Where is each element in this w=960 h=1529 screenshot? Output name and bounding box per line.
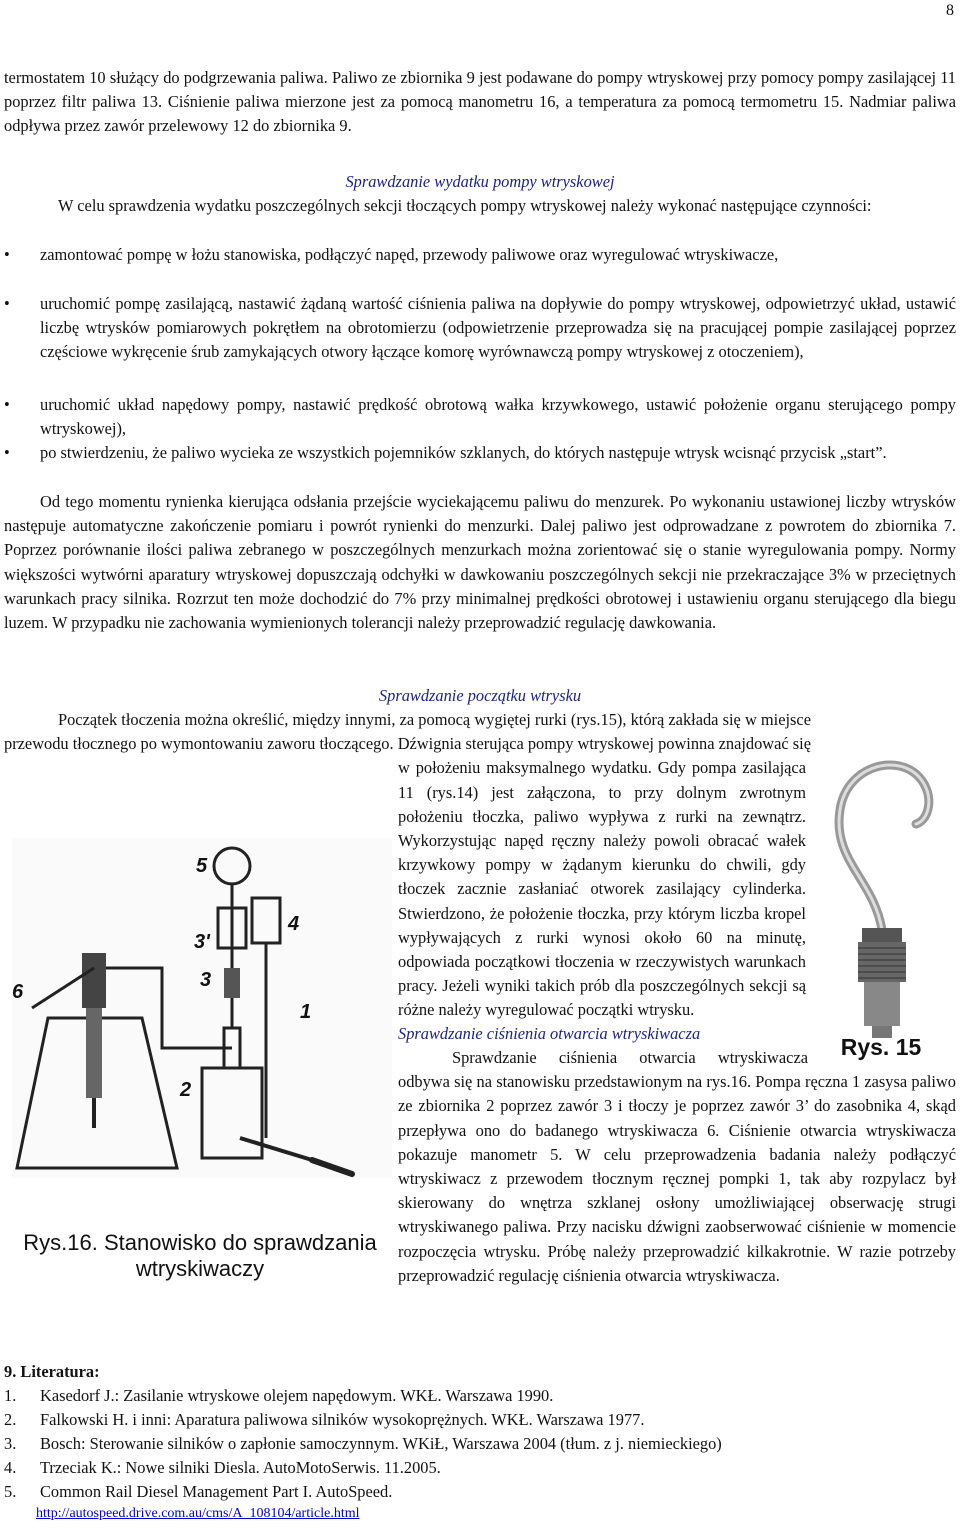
fig16-label-6: 6 (12, 981, 24, 1003)
bullet-item: • po stwierdzeniu, że paliwo wycieka ze wszystkich pojemników szklanych, do których następuje wtrysk wcisnąć przycisk „start”. (40, 441, 956, 465)
section-title-opening-pressure: Sprawdzanie ciśnienia otwarcia wtryskiwacza (398, 1024, 701, 1043)
literature-url-link[interactable]: http://autospeed.drive.com.au/cms/A_108104/article.html (36, 1506, 360, 1521)
literature-item: 5. Common Rail Diesel Management Part I. AutoSpeed. (4, 1482, 393, 1501)
figure-16-caption-line2: wtryskiwaczy (135, 1256, 265, 1281)
literature-item: 4. Trzeciak K.: Nowe silniki Diesla. AutoMotoSerwis. 11.2005. (4, 1458, 441, 1477)
figure-16-caption-line1: Rys.16. Stanowisko do sprawdzania (23, 1230, 377, 1255)
fig16-label-5: 5 (196, 855, 208, 877)
bullet-icon: • (4, 294, 10, 313)
literature-item: 1. Kasedorf J.: Zasilanie wtryskowe olejem napędowym. WKŁ. Warszawa 1990. (4, 1386, 554, 1405)
bullet-item: • uruchomić układ napędowy pompy, nastawić prędkość obrotową wałka krzywkowego, ustawić położenie organu sterującego pompy wtryskowej), (4, 395, 956, 439)
figure-15-bent-tube (812, 740, 952, 1060)
fig16-label-3prime: 3' (194, 931, 210, 953)
figure-16-test-stand (12, 838, 392, 1258)
figure-15-caption: Rys. 15 (840, 1034, 922, 1060)
section1-lead: W celu sprawdzenia wydatku poszczególnych sekcji tłoczących pompy wtryskowej należy wykonać następujące czynności: (58, 196, 872, 215)
fig16-label-2: 2 (180, 1079, 192, 1101)
intro-paragraph: termostatem 10 służący do podgrzewania paliwa. Paliwo ze zbiornika 9 jest podawane do pompy wtryskowej przy pomocy pompy zasilającej 11 poprzez filtr paliwa 13. Ciśnienie paliwa mierzone jest za pomocą manometru 16, a temperatura za pomocą termometru 15. Nadmiar paliwa odpływa przez zawór przelewowy 12 do zbiornika 9. (4, 68, 956, 136)
fig16-label-3: 3 (200, 969, 212, 991)
section2-paragraph: Początek tłoczenia można określić, między innymi, za pomocą wygiętej rurki (rys.15), którą zakłada się w miejsce przewodu tłocznego po wymontowaniu zaworu tłoczącego. Dźwignia sterująca pompy wtryskowej powinna znajdować się w położeniu maksymalnego wydatku. Gdy pompa zasilająca 11 (rys.14) jest załączona, to przy dolnym zwrotnym położeniu tłoczka, paliwo wypływa z rurki na zewnątrz. Wykorzystując napęd ręczny należy powoli obracać wałek krzywkowy pompy w żądanym kierunku do chwili, gdy tłoczek zacznie zasłaniać otworek zasilający cylinderka. Stwierdzono, że położenie tłoczka, przy którym liczba kropel wypływających z rurki wynosi około 60 na minutę, odpowiada początkowi tłoczenia w rzeczywistych warunkach pracy. Jeżeli wyniki takich prób dla poszczególnych sekcji są różne należy wyregulować początki wtrysku. (4, 708, 956, 1018)
bent-tube-drawing (812, 740, 952, 1060)
test-stand-drawing (12, 838, 392, 1258)
literature-heading: 9. Literatura: (4, 1362, 100, 1381)
bullet-icon: • (4, 395, 10, 414)
figure-16-caption (10, 1230, 390, 1282)
page-number: 8 (946, 2, 954, 19)
literature-item: 3. Bosch: Sterowanie silników o zapłonie samoczynnym. WKiŁ, Warszawa 2004 (tłum. z j. niemieckiego) (4, 1434, 722, 1453)
section-title-injection-start: Sprawdzanie początku wtrysku (378, 686, 582, 705)
literature-item: 2. Falkowski H. i inni: Aparatura paliwowa silników wysokoprężnych. WKŁ. Warszawa 1977. (4, 1410, 645, 1429)
fig16-label-1: 1 (300, 1001, 312, 1023)
bullet-icon: • (4, 443, 10, 462)
fig16-label-4: 4 (288, 913, 300, 935)
section-title-output-check: Sprawdzanie wydatku pompy wtryskowej (345, 172, 615, 191)
bullet-item: • zamontować pompę w łożu stanowiska, podłączyć napęd, przewody paliwowe oraz wyregulować wtryskiwacze, (40, 243, 956, 267)
bullet-icon: • (4, 245, 10, 264)
section1-paragraph: Od tego momentu rynienka kierująca odsłania przejście wyciekającemu paliwu do menzurek. Po wykonaniu ustawionej liczby wtrysków następuje automatyczne zakończenie pomiaru i powrót rynienki do menzurki. Dalej paliwo jest odprowadzane z powrotem do zbiornika 7. Poprzez porównanie ilości paliwa zebranego w poszczególnych menzurkach można zorientować się o stanie wyregulowania pompy. Normy większości wytwórni aparatury wtryskowej dopuszczają odchyłki w dawkowaniu poszczególnych sekcji nie przekraczające 3% w przeciętnych warunkach pracy silnika. Rozrzut ten może dochodzić do 7% przy minimalnej prędkości obrotowej i ustawieniu organu sterującego dla biegu luzem. W przypadku nie zachowania wymienionych tolerancji należy przeprowadzić regulację dawkowania. (4, 492, 956, 633)
section3-paragraph: Sprawdzanie ciśnienia otwarcia wtryskiwacza odbywa się na stanowisku przedstawionym na rys.16. Pompa ręczna 1 zasysa paliwo ze zbiornika 2 poprzez zawór 3 i tłoczy je poprzez zawór 3’ do zasobnika 4, skąd przepływa ono do badanego wtryskiwacza 6. Ciśnienie otwarcia wtryskiwacza pokazuje manometr 5. W celu przeprowadzenia badania należy podłączyć wtryskiwacz z przewodem tłocznym ręcznej pompki 1, tak aby rozpylacz był skierowany do wnętrza szklanej osłony umożliwiającej obserwację strugi wtryskiwanego paliwa. Przy nacisku dźwigni zaobserwować ciśnienie w momencie rozpoczęcia wtrysku. Próbę należy przeprowadzić kilkakrotnie. W razie potrzeby przeprowadzić regulację ciśnienia otwarcia wtryskiwacza. (4, 1046, 956, 1342)
bullet-item: • uruchomić pompę zasilającą, nastawić żądaną wartość ciśnienia paliwa na dopływie do pompy wtryskowej, odpowietrzyć układ, ustawić liczbę wtrysków pomiarowych pokrętłem na obrotomierzu (odpowietrzenie przeprowadza się na pracującej pompie zasilającej poprzez częściowe wykręcenie śrub zamykających otwory łączące komorę wyrównawczą pompy wtryskowej z otoczeniem), (4, 294, 956, 362)
